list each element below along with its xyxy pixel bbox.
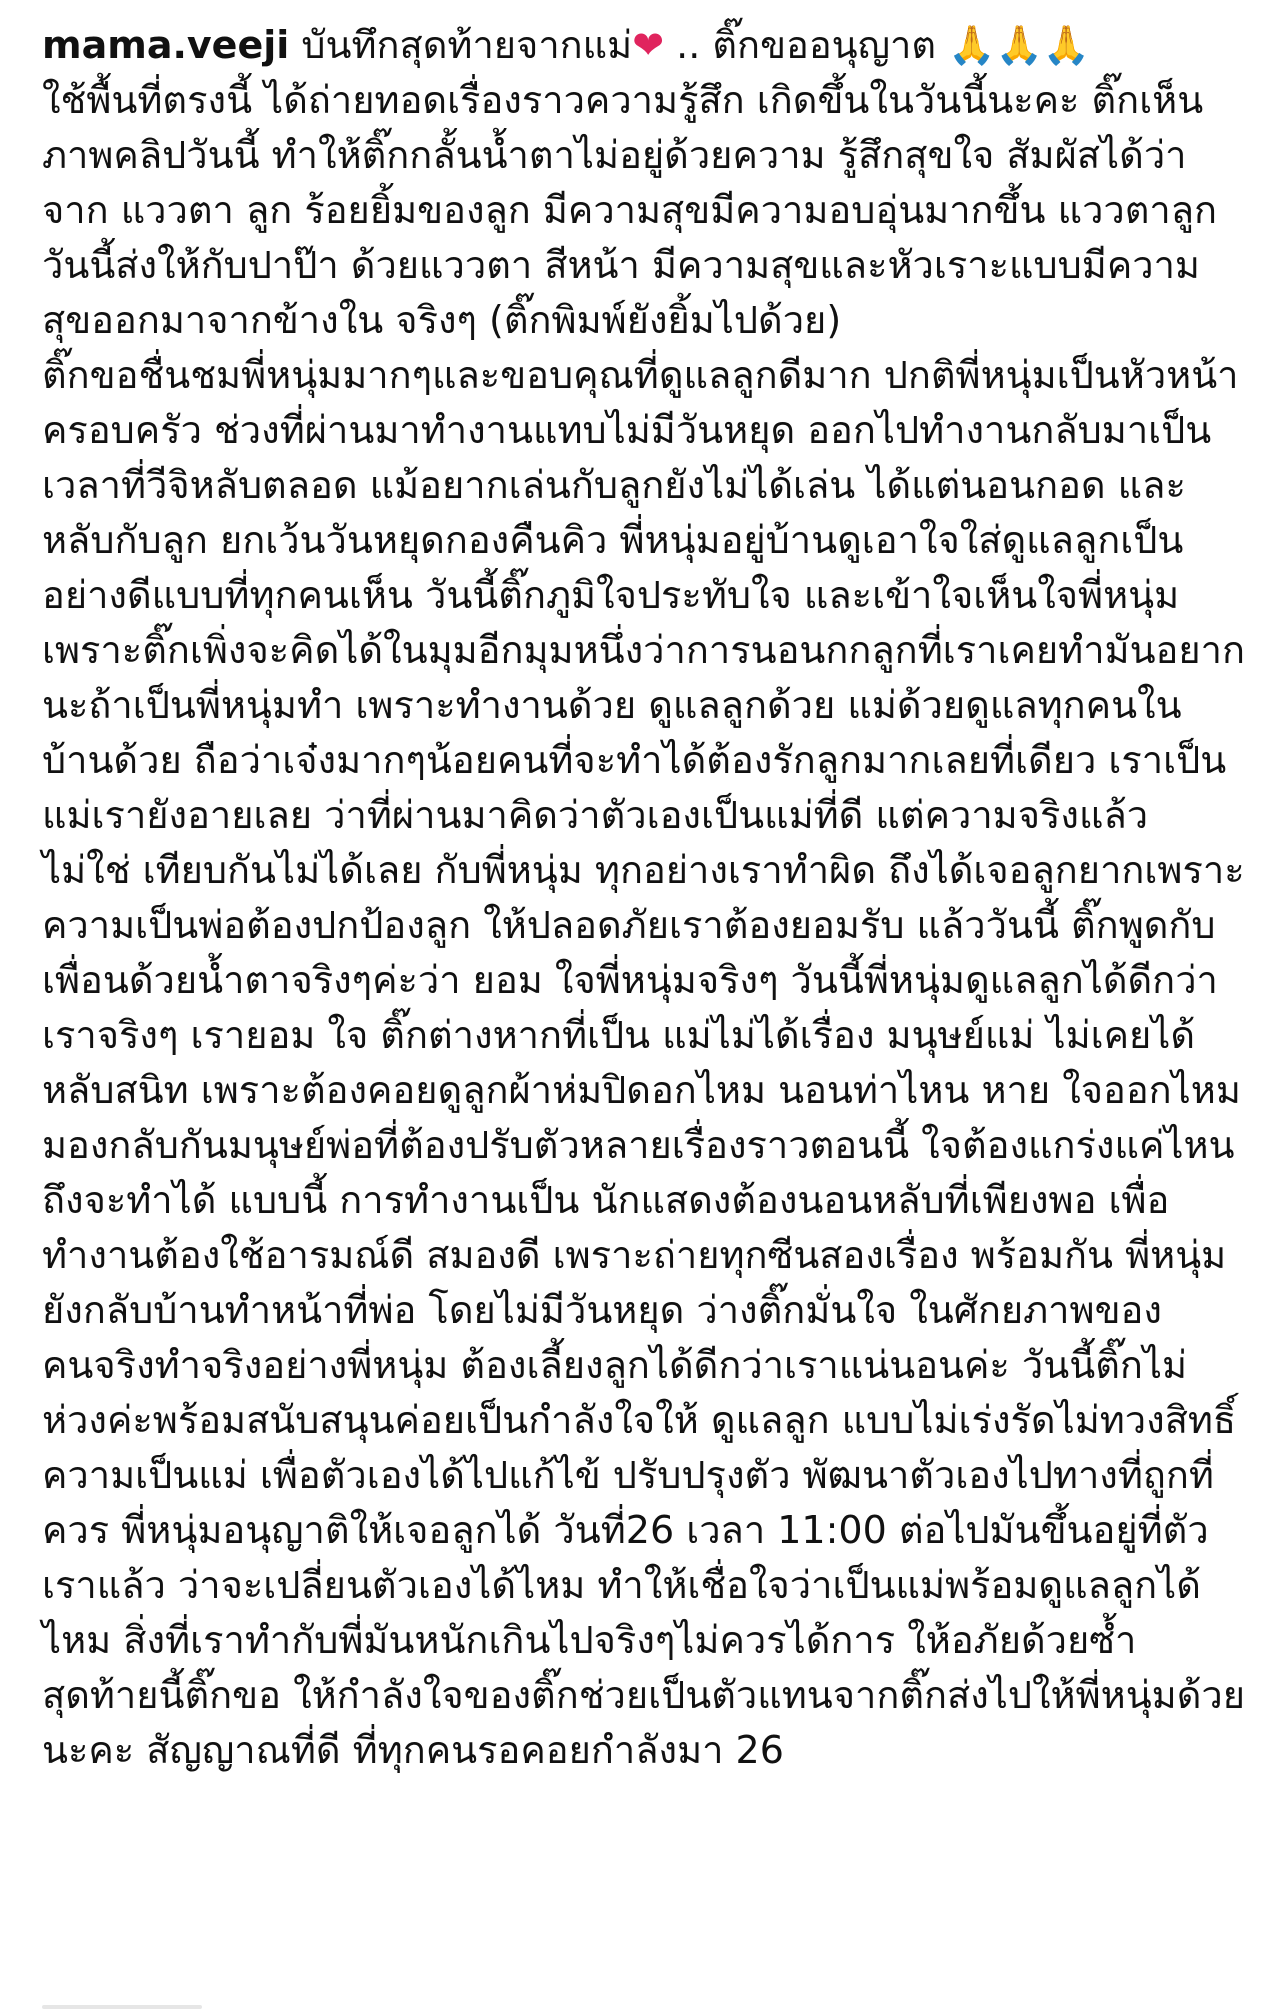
heart-icon: ❤	[632, 23, 665, 67]
post-caption	[42, 18, 1247, 1778]
pray-icons: 🙏🙏🙏	[948, 23, 1091, 67]
username-link[interactable]: mama.veeji	[42, 23, 290, 67]
cutoff-text-fragment	[42, 2005, 202, 2009]
next-line-cutoff	[42, 2000, 642, 2013]
caption-title: บันทึกสุดท้ายจากแม่	[301, 23, 633, 67]
caption-after-heart: .. ติ๊กขออนุญาต	[664, 23, 949, 67]
caption-body: ใช้พื้นที่ตรงนี้ ได้ถ่ายทอดเรื่องราวความรู้สึก เกิดขึ้นในวันนี้นะคะ ติ๊กเห็นภาพคลิปวันนี้ ทำให้ติ๊กกลั้นน้ำตาไม่อยู่ด้วยความ รู้สึกสุขใจ สัมผัสได้ว่าจาก แววตา ลูก ร้อยยิ้มของลูก มีความสุขมีความอบอุ่นมากขึ้น แววตาลูกวันนี้ส่งให้กับปาป๊า ด้วยแววตา สีหน้า มีความสุขและหัวเราะแบบมีความสุขออกมาจากข้างใน จริงๆ (ติ๊กพิมพ์ยังยิ้มไปด้วย) ติ๊กขอชื่นชมพี่หนุ่มมากๆและขอบคุณที่ดูแลลูกดีมาก ปกติพี่หนุ่มเป็นหัวหน้าครอบครัว ช่วงที่ผ่านมาทำงานแทบไม่มีวันหยุด ออกไปทำงานกลับมาเป็นเวลาที่วีจิหลับตลอด แม้อยากเล่นกับลูกยังไม่ได้เล่น ได้แต่นอนกอด และหลับกับลูก ยกเว้นวันหยุดกองคืนคิว พี่หนุ่มอยู่บ้านดูเอาใจใส่ดูแลลูกเป็นอย่างดีแบบที่ทุกคนเห็น วันนี้ติ๊กภูมิใจประทับใจ และเข้าใจเห็นใจพี่หนุ่ม เพราะติ๊กเพิ่งจะคิดได้ในมุมอีกมุมหนึ่งว่าการนอนกกลูกที่เราเคยทำมันอยากนะถ้าเป็นพี่หนุ่มทำ เพราะทำงานด้วย ดูแลลูกด้วย แม่ด้วยดูแลทุกคนในบ้านด้วย ถือว่าเจ๋งมากๆน้อยคนที่จะทำได้ต้องรักลูกมากเลยที่เดียว เราเป็นแม่เรายังอายเลย ว่าที่ผ่านมาคิดว่าตัวเองเป็นแม่ที่ดี แต่ความจริงแล้ว ไม่ใช่ เทียบกันไม่ได้เลย กับพี่หนุ่ม ทุกอย่างเราทำผิด ถึงได้เจอลูกยากเพราะความเป็นพ่อต้องปกป้องลูก ให้ปลอดภัยเราต้องยอมรับ แล้ววันนี้ ติ๊กพูดกับเพื่อนด้วยน้ำตาจริงๆค่ะว่า ยอม ใจพี่หนุ่มจริงๆ วันนี้พี่หนุ่มดูแลลูกได้ดีกว่าเราจริงๆ เรายอม ใจ ติ๊กต่างหากที่เป็น แม่ไม่ได้เรื่อง มนุษย์แม่ ไม่เคยได้หลับสนิท เพราะต้องคอยดูลูกผ้าห่มปิดอกไหม นอนท่าไหน หาย ใจออกไหม มองกลับกันมนุษย์พ่อที่ต้องปรับตัวหลายเรื่องราวตอนนี้ ใจต้องแกร่งแค่ไหนถึงจะทำได้ แบบนี้ การทำงานเป็น นักแสดงต้องนอนหลับที่เพียงพอ เพื่อทำงานต้องใช้อารมณ์ดี สมองดี เพราะถ่ายทุกซีนสองเรื่อง พร้อมกัน พี่หนุ่มยังกลับบ้านทำหน้าที่พ่อ โดยไม่มีวันหยุด ว่างติ๊กมั่นใจ ในศักยภาพของคนจริงทำจริงอย่างพี่หนุ่ม ต้องเลี้ยงลูกได้ดีกว่าเราแน่นอนค่ะ วันนี้ติ๊กไม่ห่วงค่ะพร้อมสนับสนุนค่อยเป็นกำลังใจให้ ดูแลลูก แบบไม่เร่งรัดไม่ทวงสิทธิ์ความเป็นแม่ เพื่อตัวเองได้ไปแก้ไข้ ปรับปรุงตัว พัฒนาตัวเองไปทางที่ถูกที่ควร พี่หนุ่มอนุญาติให้เจอลูกได้ วันที่26 เวลา 11:00 ต่อไปมันขึ้นอยู่ที่ตัวเราแล้ว ว่าจะเปลี่ยนตัวเองได้ไหม ทำให้เชื่อใจว่าเป็นแม่พร้อมดูแลลูกได้ไหม สิ่งที่เราทำกับพี่มันหนักเกินไปจริงๆไม่ควรได้การ ให้อภัยด้วยซ้ำ สุดท้ายนี้ติ๊กขอ ให้กำลังใจของติ๊กช่วยเป็นตัวแทนจากติ๊กส่งไปให้พี่หนุ่มด้วยนะคะ สัญญาณที่ดี ที่ทุกคนรอคอยกำลังมา 26	[42, 78, 1246, 1772]
